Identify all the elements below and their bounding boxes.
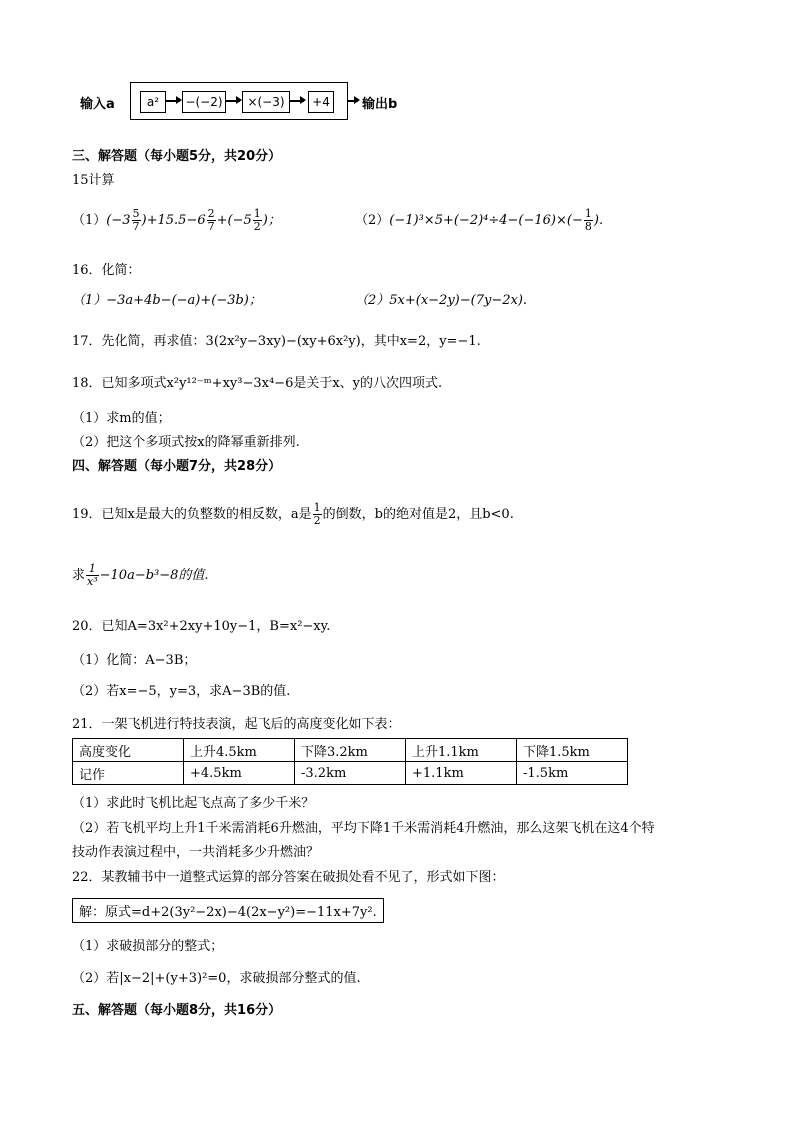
flow-step-1: a²: [140, 91, 166, 113]
q17-text: 17．先化简，再求值：3(2x²y−3xy)−(xy+6x²y)，其中x=2，y=−1.: [72, 334, 481, 349]
q16-part-2: （2）5x+(x−2y)−(7y−2x).: [355, 293, 528, 308]
table-cell: -3.2km: [295, 762, 406, 785]
flow-diagram: [80, 80, 410, 124]
q20-part-1: （1）化简：A−3B；: [72, 653, 197, 668]
table-cell: 下降1.5km: [517, 739, 628, 762]
q20-part-2: （2）若x=−5，y=3，求A−3B的值.: [72, 684, 291, 699]
q15-part-1: （1）(−3 $\frac{5}{7}$ )+15.5−6 $\frac{2}{7}$ +(−5 $\frac{1}{2}$ )；: [72, 207, 281, 233]
q21-text: 21．一架飞机进行特技表演，起飞后的高度变化如下表：: [72, 717, 401, 732]
q21-part-2b: 技动作表演过程中，一共消耗多少升燃油？: [72, 845, 320, 860]
flow-arrow-out: [348, 100, 358, 102]
table-cell: 记作: [73, 762, 184, 785]
q15-part-2: （2）(−1)³×5+(−2)⁴÷4−(−16)×(− $\frac{1}{8}$ ).: [355, 207, 604, 233]
q15-title: 15计算: [72, 173, 115, 188]
q22-part-1: （1）求破损部分的整式；: [72, 939, 224, 954]
q19-text: 19．已知x是最大的负整数的相反数，a是 $\frac{1}{2}$ 的倒数，b的绝对值是2，且b<0.: [72, 501, 514, 527]
fraction: $\frac{5}{7}$: [132, 207, 140, 233]
table-cell: 上升1.1km: [406, 739, 517, 762]
flow-input-label: 输入a: [80, 97, 115, 112]
q19-ask: 求 $\frac{1}{\text{x³}}$ −10a−b³−8的值.: [72, 562, 209, 588]
table-cell: -1.5km: [517, 762, 628, 785]
flow-output-label: 输出b: [362, 97, 398, 112]
fraction: $\frac{2}{7}$: [207, 207, 215, 233]
table-cell: 下降3.2km: [295, 739, 406, 762]
section-5-heading: 五、解答题（每小题8分，共16分）: [72, 1003, 282, 1018]
q21-part-2a: （2）若飞机平均上升1千米需消耗6升燃油，平均下降1千米需消耗4升燃油，那么这架飞机在这4个特: [72, 821, 655, 836]
q20-text: 20．已知A=3x²+2xy+10y−1，B=x²−xy.: [72, 619, 331, 634]
fraction: $\frac{1}{2}$: [253, 207, 261, 233]
flow-arrow: [290, 100, 304, 102]
section-4-heading: 四、解答题（每小题7分，共28分）: [72, 459, 282, 474]
q22-part-2: （2）若|x−2|+(y+3)²=0，求破损部分整式的值.: [72, 971, 361, 986]
flow-arrow: [226, 100, 240, 102]
q22-text: 22．某教辅书中一道整式运算的部分答案在破损处看不见了，形式如下图：: [72, 870, 505, 885]
table-row: [73, 739, 628, 762]
flow-step-4: +4: [308, 91, 334, 113]
q16-title: 16．化简：: [72, 263, 141, 278]
q16-part-1: （1）−3a+4b−(−a)+(−3b)；: [72, 293, 262, 308]
q18-part-1: （1）求m的值；: [72, 411, 171, 426]
table-cell: 上升4.5km: [184, 739, 295, 762]
fraction: $\frac{1}{2}$: [313, 501, 321, 527]
table-row: [73, 762, 628, 785]
flow-step-2: −(−2): [182, 91, 226, 113]
table-cell: +1.1km: [406, 762, 517, 785]
table-cell: +4.5km: [184, 762, 295, 785]
q18-part-2: （2）把这个多项式按x的降幂重新排列.: [72, 435, 300, 450]
altitude-table: [72, 738, 628, 785]
section-3-heading: 三、解答题（每小题5分，共20分）: [72, 149, 282, 164]
q21-part-1: （1）求此时飞机比起飞点高了多少千米？: [72, 796, 315, 811]
fraction: $\frac{1}{8}$: [584, 207, 592, 233]
table-cell: 高度变化: [73, 739, 184, 762]
q22-boxed-solution: 解：原式=d+2(3y²−2x)−4(2x−y²)=−11x+7y².: [72, 898, 384, 923]
q18-text: 18．已知多项式x²y¹²⁻ᵐ+xy³−3x⁴−6是关于x、y的八次四项式.: [72, 376, 443, 391]
fraction: $\frac{1}{\text{x³}}$: [87, 562, 98, 588]
flow-arrow: [166, 100, 180, 102]
flow-step-3: ×(−3): [242, 91, 290, 113]
